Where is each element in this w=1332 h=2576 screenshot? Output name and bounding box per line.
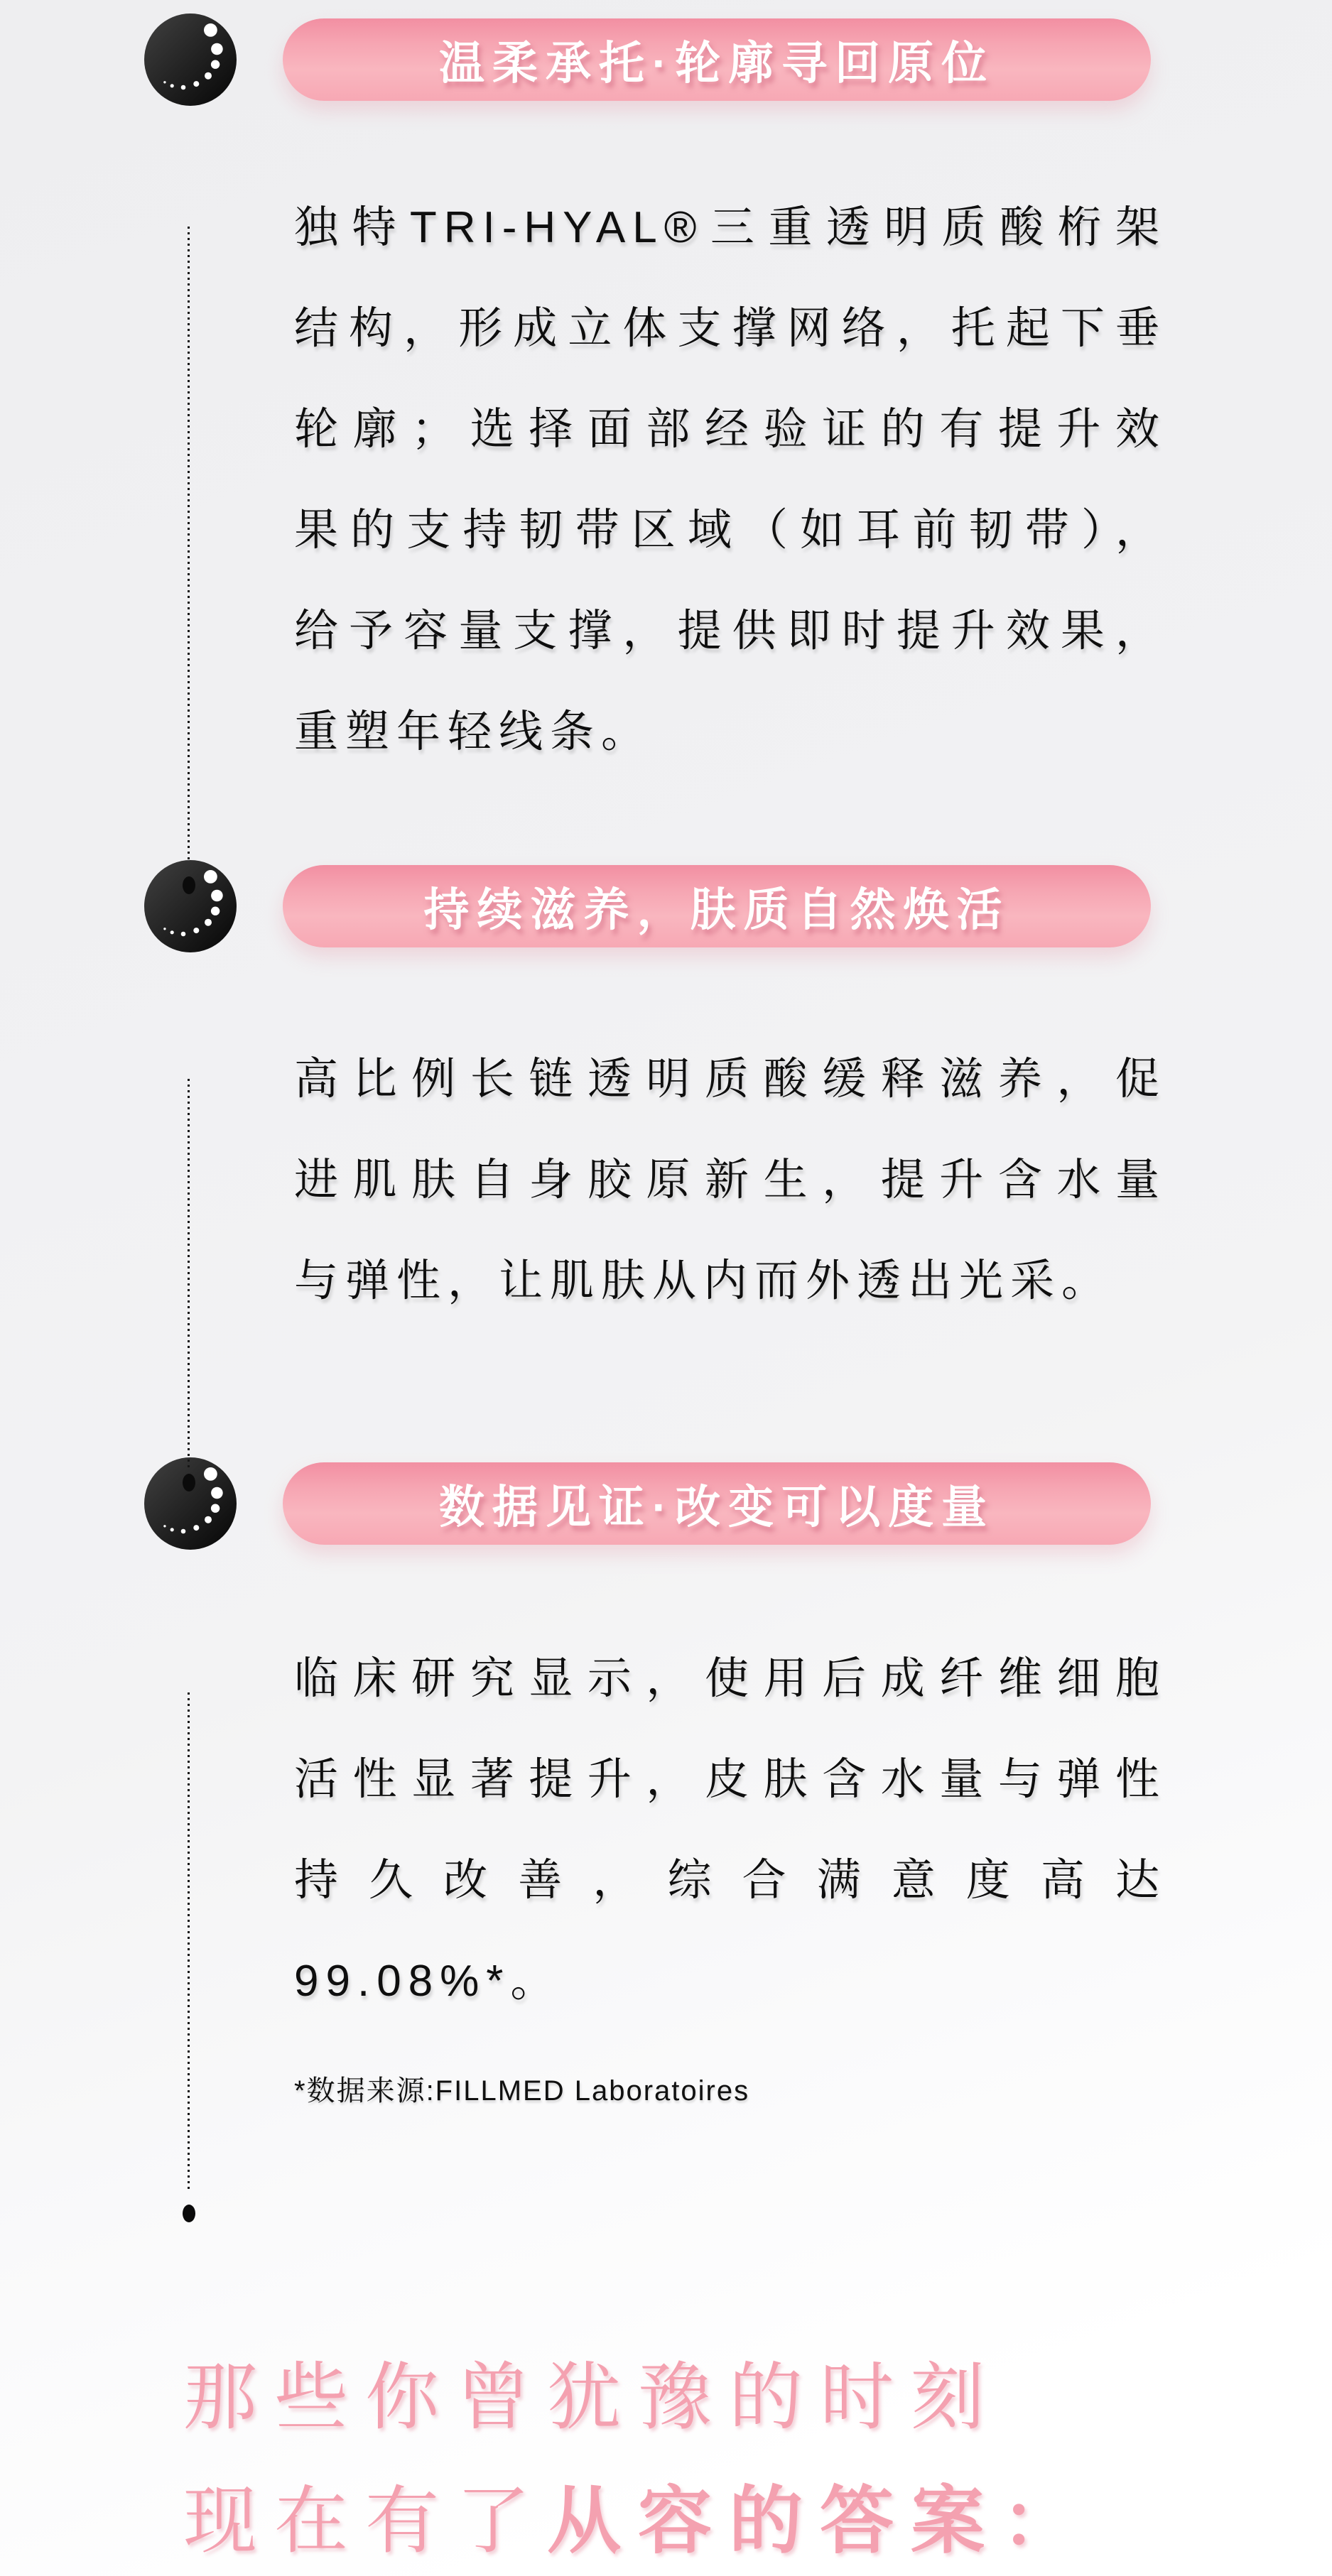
section-header	[0, 860, 1332, 952]
dots-spiral-icon	[144, 1457, 237, 1550]
paragraph-line: 结构，形成立体支撑网络，托起下垂	[294, 304, 1166, 353]
connector-end-dot	[183, 1474, 195, 1491]
dotted-connector-line	[188, 227, 190, 859]
paragraph-line: 果的支持韧带区域（如耳前韧带），	[294, 506, 1166, 555]
body-paragraph	[294, 178, 1166, 783]
connector-end-dot	[183, 876, 195, 894]
section-header	[0, 13, 1332, 106]
section-body	[0, 1029, 1332, 1332]
paragraph-line: 临床研究显示，使用后成纤维细胞	[294, 1654, 1166, 1703]
paragraph-line: 活性显著提升，皮肤含水量与弹性	[294, 1755, 1166, 1804]
dotted-connector-line	[188, 1692, 190, 2191]
section-data	[0, 1457, 1332, 2111]
connector-end-dot	[183, 2205, 195, 2222]
section-title-pill	[283, 1462, 1151, 1545]
section-support	[0, 13, 1332, 783]
paragraph-line: 持久改善，综合满意度高达	[294, 1856, 1166, 1905]
section-title-pill	[283, 18, 1151, 101]
body-paragraph	[294, 1029, 1166, 1332]
section-body	[0, 178, 1332, 783]
paragraph-line: 高比例长链透明质酸缓释滋养，促	[294, 1055, 1166, 1104]
closing-headline	[0, 2336, 1332, 2576]
section-header	[0, 1457, 1332, 1550]
paragraph-line: 给予容量支撑，提供即时提升效果，	[294, 607, 1166, 656]
data-source-footnote: *数据来源:FILLMED Laboratoires	[294, 2075, 750, 2107]
section-title: 温柔承托·轮廓寻回原位	[438, 38, 995, 89]
paragraph-line: 轮廓；选择面部经验证的有提升效	[294, 405, 1166, 454]
closing-line-2-normal: 现在有了	[183, 2480, 548, 2563]
closing-line-2-bold: 从容的答案：	[547, 2480, 1093, 2563]
paragraph-line: 99.08%*。	[294, 1957, 562, 2006]
section-title: 持续滋养，肤质自然焕活	[423, 884, 1010, 935]
paragraph-line: 重塑年轻线条。	[294, 707, 653, 756]
dots-spiral-icon	[144, 860, 237, 952]
body-paragraph	[294, 1629, 1166, 2032]
section-nourish	[0, 860, 1332, 1332]
section-title-pill	[283, 865, 1151, 947]
closing-line-2	[183, 2460, 1332, 2576]
closing-line-1: 那些你曾犹豫的时刻	[183, 2357, 1002, 2439]
dots-spiral-icon	[144, 13, 237, 106]
paragraph-line: 与弹性，让肌肤从内而外透出光采。	[294, 1256, 1113, 1305]
section-title: 数据见证·改变可以度量	[438, 1482, 995, 1533]
paragraph-line: 进肌肤自身胶原新生，提升含水量	[294, 1156, 1166, 1205]
section-body	[0, 1629, 1332, 2111]
paragraph-line: 独特TRI-HYAL®三重透明质酸桁架	[294, 203, 1166, 252]
dotted-connector-line	[188, 1079, 190, 1468]
